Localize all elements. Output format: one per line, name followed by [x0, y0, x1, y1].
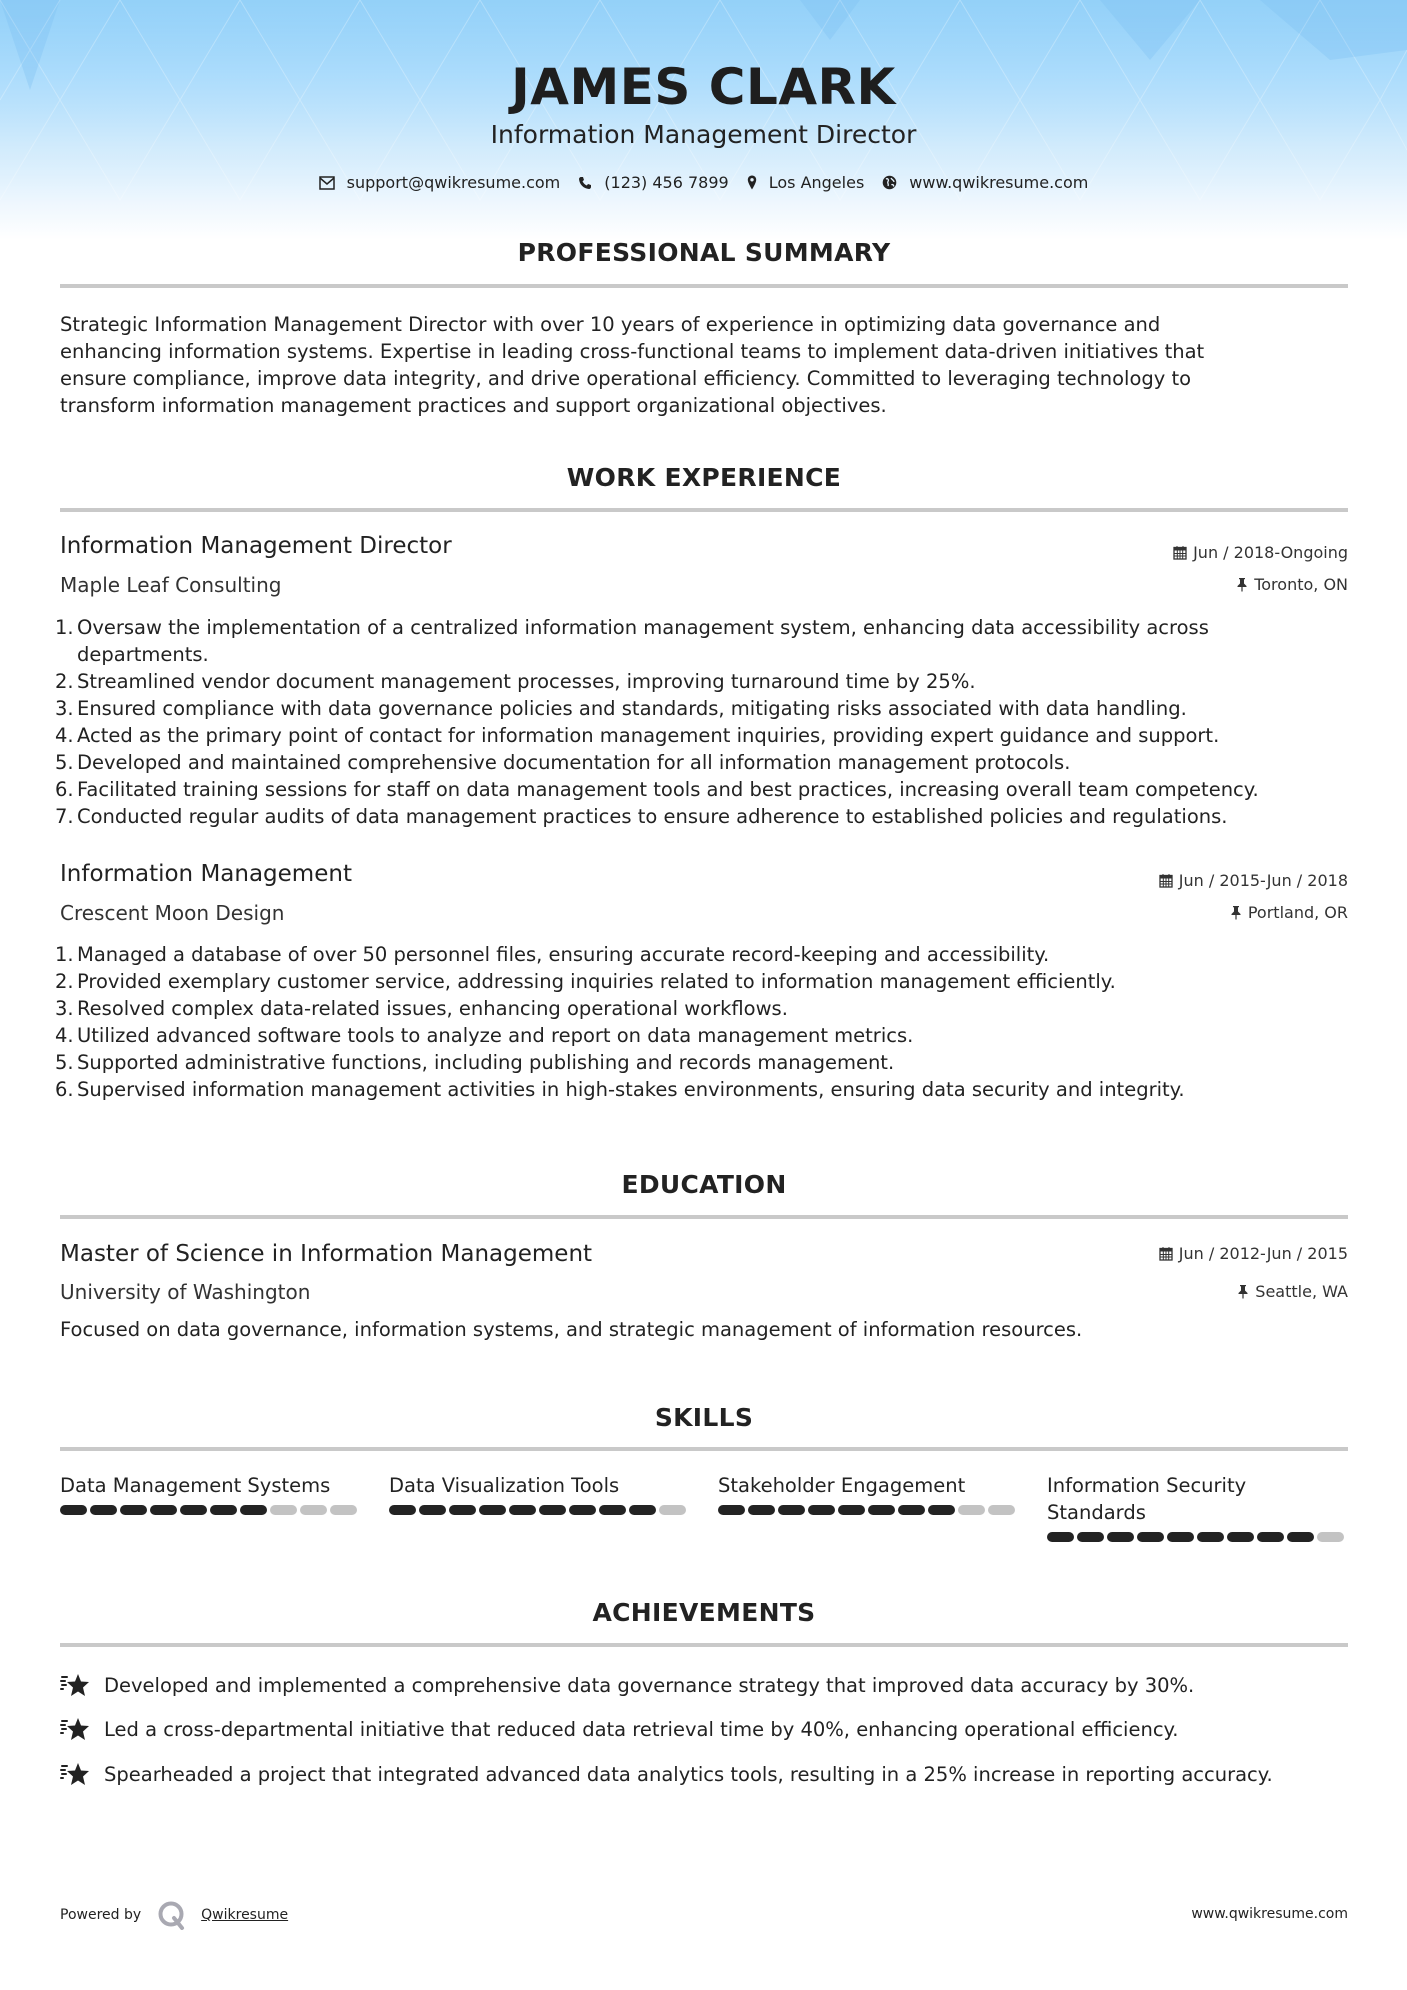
- skill-segment-empty: [270, 1505, 297, 1515]
- bullet-text: Developed and maintained comprehensive documentation for all information management protocols.: [77, 751, 1071, 774]
- skill-segment-filled: [1107, 1532, 1134, 1542]
- bullet-text: Streamlined vendor document management processes, improving turnaround time by 25%.: [77, 670, 976, 693]
- skill-segment-empty: [988, 1505, 1015, 1515]
- bullet-text: Provided exemplary customer service, addressing inquiries related to information management efficiently.: [77, 970, 1116, 993]
- skill-segment-empty: [300, 1505, 327, 1515]
- skill-segment-filled: [868, 1505, 895, 1515]
- pushpin-icon: [1237, 1284, 1249, 1299]
- skill-segment-filled: [808, 1505, 835, 1515]
- skill-segment-filled: [1257, 1532, 1284, 1542]
- contact-location-text: Los Angeles: [768, 173, 865, 192]
- bullet-number: 4.: [55, 724, 74, 747]
- job-title: Information Management: [60, 861, 352, 887]
- contact-website-text: www.qwikresume.com: [909, 173, 1089, 192]
- skill-name: Data Management Systems: [60, 1474, 331, 1497]
- summary-line: ensure compliance, improve data integrity, and drive operational efficiency. Committed to leveraging technology to: [60, 367, 1192, 390]
- bullet-number: 5.: [55, 751, 74, 774]
- skill-segment-filled: [419, 1505, 446, 1515]
- skill-segment-filled: [1137, 1532, 1164, 1542]
- education-dates-text: Jun / 2012-Jun / 2015: [1178, 1244, 1348, 1263]
- skill-name: Data Visualization Tools: [389, 1474, 620, 1497]
- job-dates-text: Jun / 2015-Jun / 2018: [1178, 871, 1348, 890]
- skill-segment-filled: [180, 1505, 207, 1515]
- contact-email-text: support@qwikresume.com: [346, 173, 561, 192]
- education-description: Focused on data governance, information systems, and strategic management of information resources.: [60, 1318, 1083, 1341]
- section-title-achievements: ACHIEVEMENTS: [592, 1598, 816, 1627]
- star-achievement-icon: [60, 1672, 92, 1698]
- pushpin-icon: [1230, 905, 1242, 920]
- skill-segment-filled: [898, 1505, 925, 1515]
- skill-item: [60, 1472, 360, 1542]
- contact-bar: [0, 173, 1407, 192]
- skill-name: Information Security Standards: [1047, 1474, 1247, 1524]
- skill-segment-filled: [718, 1505, 745, 1515]
- skill-segment-empty: [659, 1505, 686, 1515]
- skill-segment-filled: [449, 1505, 476, 1515]
- pushpin-icon: [1236, 577, 1248, 592]
- contact-email[interactable]: [319, 173, 561, 192]
- star-achievement-icon: [60, 1761, 92, 1787]
- skill-rating-bar: [389, 1505, 689, 1515]
- contact-phone[interactable]: [578, 173, 728, 192]
- job-bullet: [55, 776, 1355, 803]
- bullet-text: departments.: [77, 643, 209, 666]
- contact-website[interactable]: [882, 173, 1088, 192]
- bullet-text: Ensured compliance with data governance policies and standards, mitigating risks associated with data handling.: [77, 697, 1187, 720]
- skill-rating-bar: [1047, 1532, 1347, 1542]
- skill-segment-filled: [838, 1505, 865, 1515]
- skill-segment-filled: [629, 1505, 656, 1515]
- bullet-number: 3.: [55, 997, 74, 1020]
- skill-segment-filled: [539, 1505, 566, 1515]
- achievement-text: Led a cross-departmental initiative that reduced data retrieval time by 40%, enhancing operational efficiency.: [104, 1717, 1179, 1741]
- education-dates: [1159, 1244, 1348, 1263]
- skill-segment-filled: [1197, 1532, 1224, 1542]
- star-achievement-icon: [60, 1716, 92, 1742]
- achievement-text: Spearheaded a project that integrated advanced data analytics tools, resulting in a 25% increase in reporting accuracy.: [104, 1762, 1273, 1786]
- skill-segment-empty: [958, 1505, 985, 1515]
- calendar-icon: [1173, 545, 1187, 560]
- skill-segment-filled: [120, 1505, 147, 1515]
- job-bullet: [55, 695, 1355, 722]
- map-marker-icon: [747, 175, 757, 190]
- skill-segment-filled: [240, 1505, 267, 1515]
- job-bullet: [55, 614, 1355, 668]
- job-bullet: [55, 968, 1355, 995]
- bullet-text: Managed a database of over 50 personnel files, ensuring accurate record-keeping and accessibility.: [77, 943, 1050, 966]
- bullet-number: 6.: [55, 778, 74, 801]
- section-title-skills: SKILLS: [654, 1403, 754, 1432]
- skill-item: [389, 1472, 689, 1542]
- skill-segment-filled: [778, 1505, 805, 1515]
- bullet-number: 1.: [55, 616, 74, 639]
- job-bullet: [55, 941, 1355, 968]
- skill-segment-filled: [150, 1505, 177, 1515]
- summary-line: transform information management practices and support organizational objectives.: [60, 394, 887, 417]
- achievement-item: [60, 1761, 1273, 1787]
- summary-line: Strategic Information Management Director with over 10 years of experience in optimizing data governance and: [60, 313, 1161, 336]
- footer-website[interactable]: www.qwikresume.com: [1191, 1906, 1348, 1922]
- summary-text: [60, 311, 1350, 419]
- job-location: [1236, 575, 1348, 594]
- skill-rating-bar: [718, 1505, 1018, 1515]
- calendar-icon: [1159, 873, 1173, 888]
- job-location: [1230, 903, 1348, 922]
- powered-by-label: Powered by: [60, 1907, 142, 1923]
- school-name: University of Washington: [60, 1280, 311, 1304]
- bullet-number: 5.: [55, 1051, 74, 1074]
- job-bullet: [55, 749, 1355, 776]
- skill-segment-filled: [599, 1505, 626, 1515]
- skill-segment-filled: [479, 1505, 506, 1515]
- globe-icon: [882, 175, 897, 190]
- skill-segment-empty: [330, 1505, 357, 1515]
- job-dates-text: Jun / 2018-Ongoing: [1193, 543, 1348, 562]
- bullet-number: 3.: [55, 697, 74, 720]
- footer-powered-by: [60, 1900, 288, 1930]
- skill-item: [1047, 1472, 1347, 1542]
- skill-name: Stakeholder Engagement: [718, 1474, 966, 1497]
- skill-segment-filled: [1287, 1532, 1314, 1542]
- bullet-number: 4.: [55, 1024, 74, 1047]
- section-divider: [60, 1215, 1348, 1219]
- contact-location: [747, 173, 865, 192]
- phone-icon: [578, 176, 592, 190]
- achievement-text: Developed and implemented a comprehensive data governance strategy that improved data accuracy by 30%.: [104, 1673, 1195, 1697]
- company-name: Crescent Moon Design: [60, 901, 285, 925]
- skill-segment-filled: [928, 1505, 955, 1515]
- qwikresume-logo-icon: [157, 1900, 187, 1930]
- bullet-text: Conducted regular audits of data management practices to ensure adherence to established policies and regulations.: [77, 805, 1228, 828]
- section-divider: [60, 1447, 1348, 1451]
- bullet-text: Utilized advanced software tools to analyze and report on data management metrics.: [77, 1024, 914, 1047]
- education-location-text: Seattle, WA: [1255, 1282, 1348, 1301]
- skill-segment-filled: [509, 1505, 536, 1515]
- skill-segment-filled: [569, 1505, 596, 1515]
- achievement-item: [60, 1716, 1179, 1742]
- skill-segment-filled: [90, 1505, 117, 1515]
- contact-phone-text: (123) 456 7899: [604, 173, 729, 192]
- skill-segment-filled: [1227, 1532, 1254, 1542]
- bullet-number: 1.: [55, 943, 74, 966]
- job-bullets: [55, 614, 1355, 830]
- skills-list: [60, 1472, 1350, 1542]
- job-bullet: [55, 668, 1355, 695]
- summary-line: enhancing information systems. Expertise in leading cross-functional teams to implement data-driven initiatives that: [60, 340, 1205, 363]
- bullet-text: Acted as the primary point of contact for information management inquiries, providing expert guidance and support.: [77, 724, 1220, 747]
- section-title-education: EDUCATION: [621, 1170, 787, 1199]
- bullet-text: Oversaw the implementation of a centralized information management system, enhancing data accessibility across: [77, 616, 1209, 639]
- candidate-title: Information Management Director: [490, 120, 917, 149]
- envelope-icon: [319, 176, 335, 190]
- section-title-summary: PROFESSIONAL SUMMARY: [517, 238, 891, 267]
- job-location-text: Toronto, ON: [1254, 575, 1348, 594]
- bullet-text: Resolved complex data-related issues, enhancing operational workflows.: [77, 997, 788, 1020]
- job-bullet: [55, 1022, 1355, 1049]
- skill-segment-filled: [1077, 1532, 1104, 1542]
- job-bullet: [55, 995, 1355, 1022]
- bullet-text: Supported administrative functions, including publishing and records management.: [77, 1051, 895, 1074]
- company-name: Maple Leaf Consulting: [60, 573, 282, 597]
- bullet-number: 2.: [55, 670, 74, 693]
- section-divider: [60, 284, 1348, 288]
- section-title-experience: WORK EXPERIENCE: [566, 463, 842, 492]
- skill-segment-filled: [1047, 1532, 1074, 1542]
- bullet-number: 2.: [55, 970, 74, 993]
- achievement-item: [60, 1672, 1194, 1698]
- education-location: [1237, 1282, 1348, 1301]
- degree-title: Master of Science in Information Management: [60, 1241, 593, 1267]
- job-bullet: [55, 722, 1355, 749]
- skill-segment-filled: [1167, 1532, 1194, 1542]
- bullet-number: 7.: [55, 805, 74, 828]
- candidate-name: JAMES CLARK: [511, 58, 896, 116]
- calendar-icon: [1159, 1246, 1173, 1261]
- job-location-text: Portland, OR: [1247, 903, 1348, 922]
- skill-segment-filled: [748, 1505, 775, 1515]
- skill-segment-filled: [210, 1505, 237, 1515]
- skill-segment-filled: [60, 1505, 87, 1515]
- qwikresume-link[interactable]: Qwikresume: [201, 1907, 289, 1923]
- bullet-number: 6.: [55, 1078, 74, 1101]
- skill-segment-filled: [389, 1505, 416, 1515]
- job-bullet: [55, 803, 1355, 830]
- job-bullets: [55, 941, 1355, 1103]
- skill-rating-bar: [60, 1505, 360, 1515]
- job-dates: [1173, 543, 1348, 562]
- bullet-text: Supervised information management activities in high-stakes environments, ensuring data security and integrity.: [77, 1078, 1185, 1101]
- job-bullet: [55, 1076, 1355, 1103]
- job-title: Information Management Director: [60, 533, 452, 559]
- job-dates: [1159, 871, 1348, 890]
- section-divider: [60, 508, 1348, 512]
- section-divider: [60, 1643, 1348, 1647]
- resume-header: [0, 0, 1407, 240]
- skill-segment-empty: [1317, 1532, 1344, 1542]
- skill-item: [718, 1472, 1018, 1542]
- bullet-text: Facilitated training sessions for staff on data management tools and best practices, increasing overall team competency.: [77, 778, 1259, 801]
- job-bullet: [55, 1049, 1355, 1076]
